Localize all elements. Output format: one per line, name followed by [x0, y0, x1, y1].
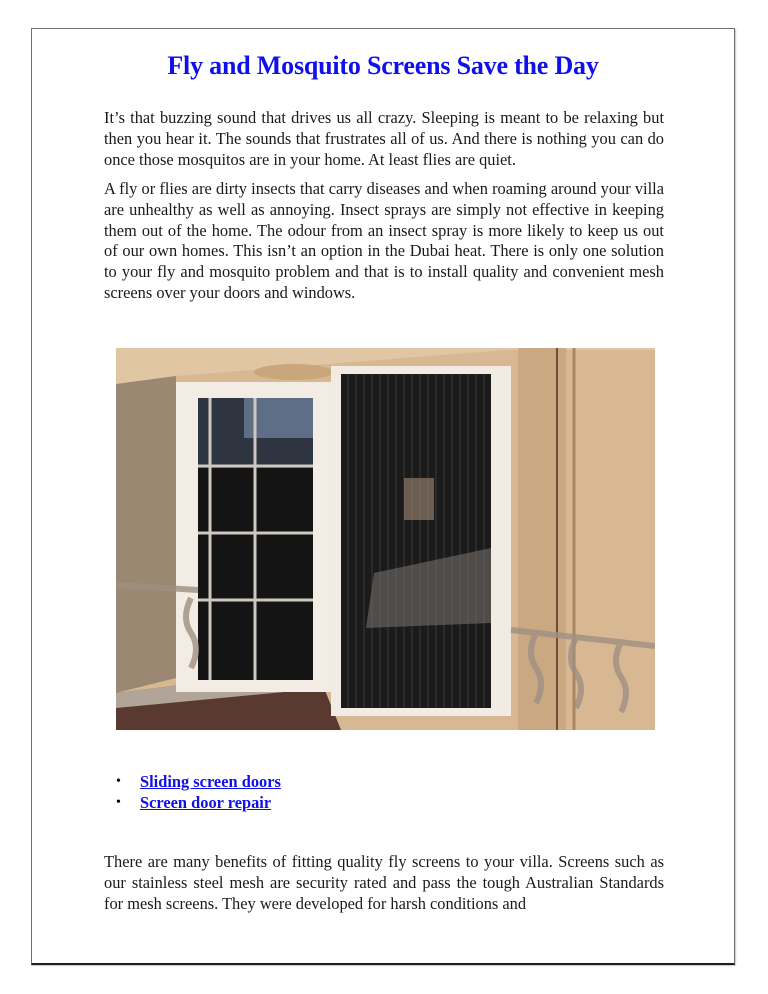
bullet-icon: • — [116, 795, 121, 810]
bullet-icon: • — [116, 774, 121, 789]
problem-paragraph: A fly or flies are dirty insects that carry diseases and when roaming around your villa are unhealthy as well as annoying. Insect sprays are simply not effective in keeping them out of the home. The odour from an insect spray is more likely to keep us out of our own homes. This isn’t an option in the Dubai heat. There is only one solution to your fly and mosquito problem and that is to install quality and convenient mesh screens over your doors and windows. — [104, 179, 664, 302]
document-page — [31, 28, 735, 965]
list-item — [104, 792, 281, 813]
sliding-screen-doors-link[interactable]: Sliding screen doors — [140, 772, 281, 791]
pilaster — [518, 348, 566, 730]
related-links-list — [104, 771, 281, 813]
photo-illustration — [116, 348, 655, 730]
recess-shadow — [116, 376, 176, 693]
ceiling-lamp — [254, 364, 334, 380]
list-item — [104, 771, 281, 792]
mesh-reflection — [404, 478, 434, 520]
screen-door-photo — [116, 348, 655, 730]
benefits-paragraph: There are many benefits of fitting quality fly screens to your villa. Screens such as our stainless steel mesh are security rated and pass the tough Australian Standards for mesh screens. They were developed for harsh conditions and — [104, 852, 664, 913]
intro-paragraph: It’s that buzzing sound that drives us all crazy. Sleeping is meant to be relaxing but then you hear it. The sounds that frustrates all of us. And there is nothing you can do once those mosquitos are in your home. At least flies are quiet. — [104, 108, 664, 169]
page-title: Fly and Mosquito Screens Save the Day — [167, 51, 599, 80]
screen-door-repair-link[interactable]: Screen door repair — [140, 793, 272, 812]
